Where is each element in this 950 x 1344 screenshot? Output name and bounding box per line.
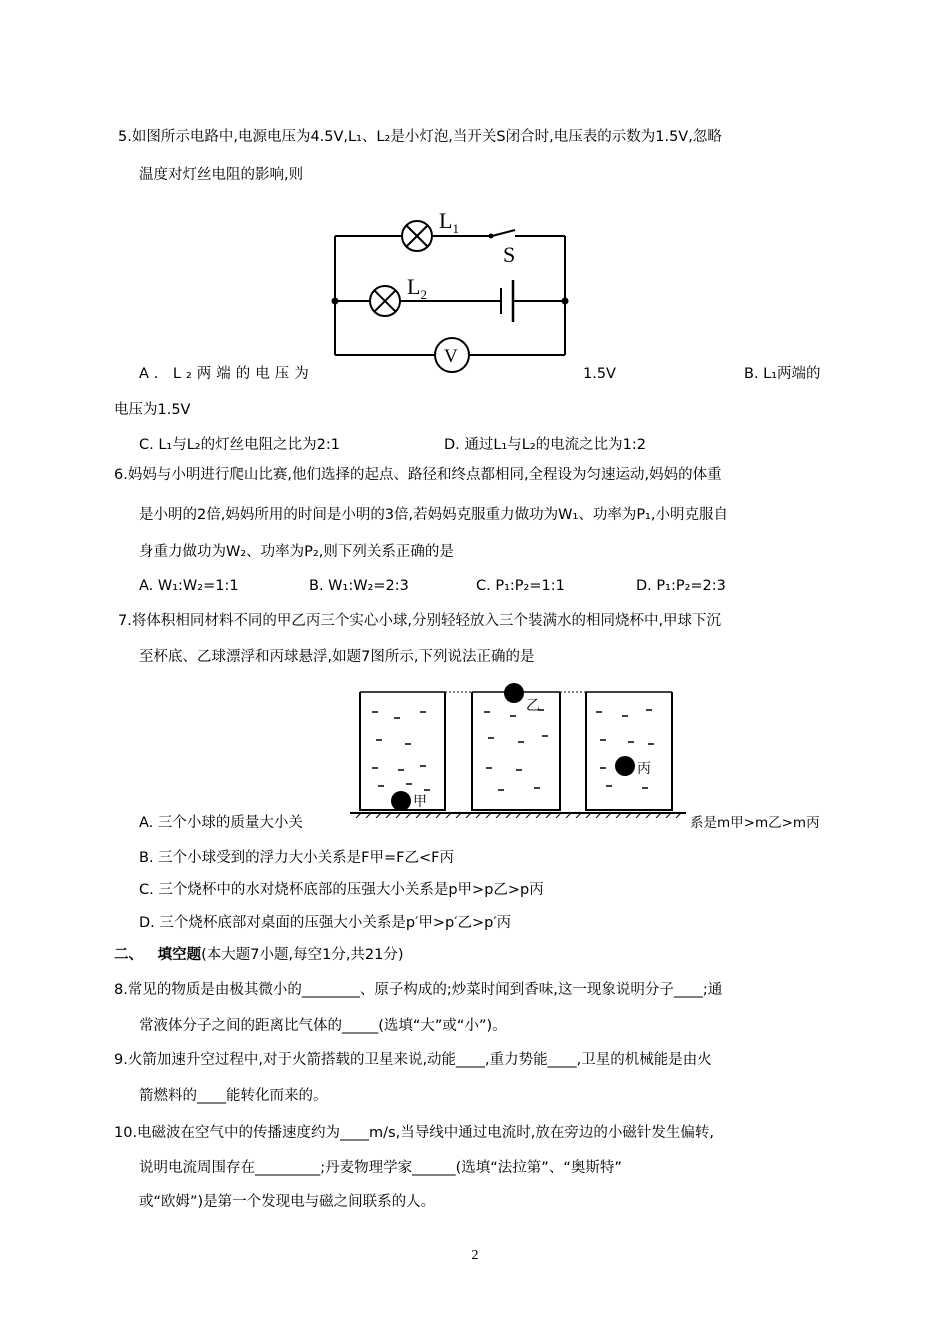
q10-line2: 说明电流周围存在_________;丹麦物理学家______(选填“法拉第”、“奥斯特” <box>139 1160 622 1176</box>
q7-line1: 7.将体积相同材料不同的甲乙丙三个实心小球,分别轻轻放入三个装满水的相同烧杯中,甲球下沉 <box>118 613 722 629</box>
q5-optD: D. 通过L₁与L₂的电流之比为1:2 <box>444 437 647 453</box>
q9-line2: 箭燃料的____能转化而来的。 <box>139 1088 328 1104</box>
circuit-diagram <box>325 200 585 375</box>
ball-yi-label: 乙 <box>526 699 540 714</box>
q7-line2: 至杯底、乙球漂浮和丙球悬浮,如题7图所示,下列说法正确的是 <box>139 649 535 665</box>
q7-optB: B. 三个小球受到的浮力大小关系是F甲=F乙<F丙 <box>139 850 454 866</box>
voltmeter-label: V <box>444 346 458 367</box>
q7-optA-right: 系是m甲>m乙>m丙 <box>690 815 820 831</box>
q7-optC: C. 三个烧杯中的水对烧杯底部的压强大小关系是p甲>p乙>p丙 <box>139 882 544 898</box>
ball-jia <box>391 791 411 811</box>
q5-optC: C. L₁与L₂的灯丝电阻之比为2:1 <box>139 437 340 453</box>
ball-yi <box>504 683 524 703</box>
q6-line3: 身重力做功为W₂、功率为P₂,则下列关系正确的是 <box>139 544 454 560</box>
ball-jia-label: 甲 <box>413 795 427 810</box>
section2-number: 二、 <box>114 947 143 963</box>
section2-title: 填空题 <box>157 947 202 963</box>
q5-line1: 5.如图所示电路中,电源电压为4.5V,L₁、L₂是小灯泡,当开关S闭合时,电压表的示数为1.5V,忽略 <box>118 129 722 145</box>
page-number: 2 <box>471 1248 479 1263</box>
q6-optA: A. W₁:W₂=1:1 <box>139 578 239 594</box>
l1-label: $L_1$ <box>439 208 459 236</box>
switch-label: S <box>503 242 516 267</box>
ball-bing <box>615 756 635 776</box>
ball-bing-label: 丙 <box>637 762 651 777</box>
q10-line1: 10.电磁波在空气中的传播速度约为____m/s,当导线中通过电流时,放在旁边的小磁针发生偏转, <box>114 1125 714 1141</box>
q6-line2: 是小明的2倍,妈妈所用的时间是小明的3倍,若妈妈克服重力做功为W₁、功率为P₁,小明克服自 <box>139 507 728 523</box>
q6-line1: 6.妈妈与小明进行爬山比赛,他们选择的起点、路径和终点都相同,全程设为匀速运动,妈妈的体重 <box>114 467 722 483</box>
q8-line2: 常液体分子之间的距离比气体的_____(选填“大”或“小”)。 <box>139 1018 507 1034</box>
q7-optA-left: A. 三个小球的质量大小关 <box>139 815 303 831</box>
q5-optA-right: 1.5V <box>583 366 616 382</box>
q6-optC: C. P₁:P₂=1:1 <box>476 578 565 594</box>
q10-line3: 或“欧姆”)是第一个发现电与磁之间联系的人。 <box>139 1194 436 1210</box>
section2-heading <box>114 945 404 965</box>
q8-line1: 8.常见的物质是由极其微小的________、原子构成的;炒菜时闻到香味,这一现象说明分子____;通 <box>114 982 723 998</box>
q5-optA-left: A. L₂两端的电压为 <box>139 366 314 382</box>
q7-optD: D. 三个烧杯底部对桌面的压强大小关系是p′甲>p′乙>p′丙 <box>139 915 512 931</box>
beakers-diagram <box>350 682 686 818</box>
q9-line1: 9.火箭加速升空过程中,对于火箭搭载的卫星来说,动能____,重力势能____,卫星的机械能是由火 <box>114 1052 712 1068</box>
q5-line2: 温度对灯丝电阻的影响,则 <box>139 167 304 183</box>
l2-label: $L_2$ <box>407 274 427 302</box>
q6-optD: D. P₁:P₂=2:3 <box>636 578 726 594</box>
q6-optB: B. W₁:W₂=2:3 <box>309 578 409 594</box>
q5-optB-cont: 电压为1.5V <box>114 402 191 418</box>
q5-optB-left: B. L₁两端的 <box>744 366 821 382</box>
section2-note: (本大题7小题,每空1分,共21分) <box>201 947 404 963</box>
